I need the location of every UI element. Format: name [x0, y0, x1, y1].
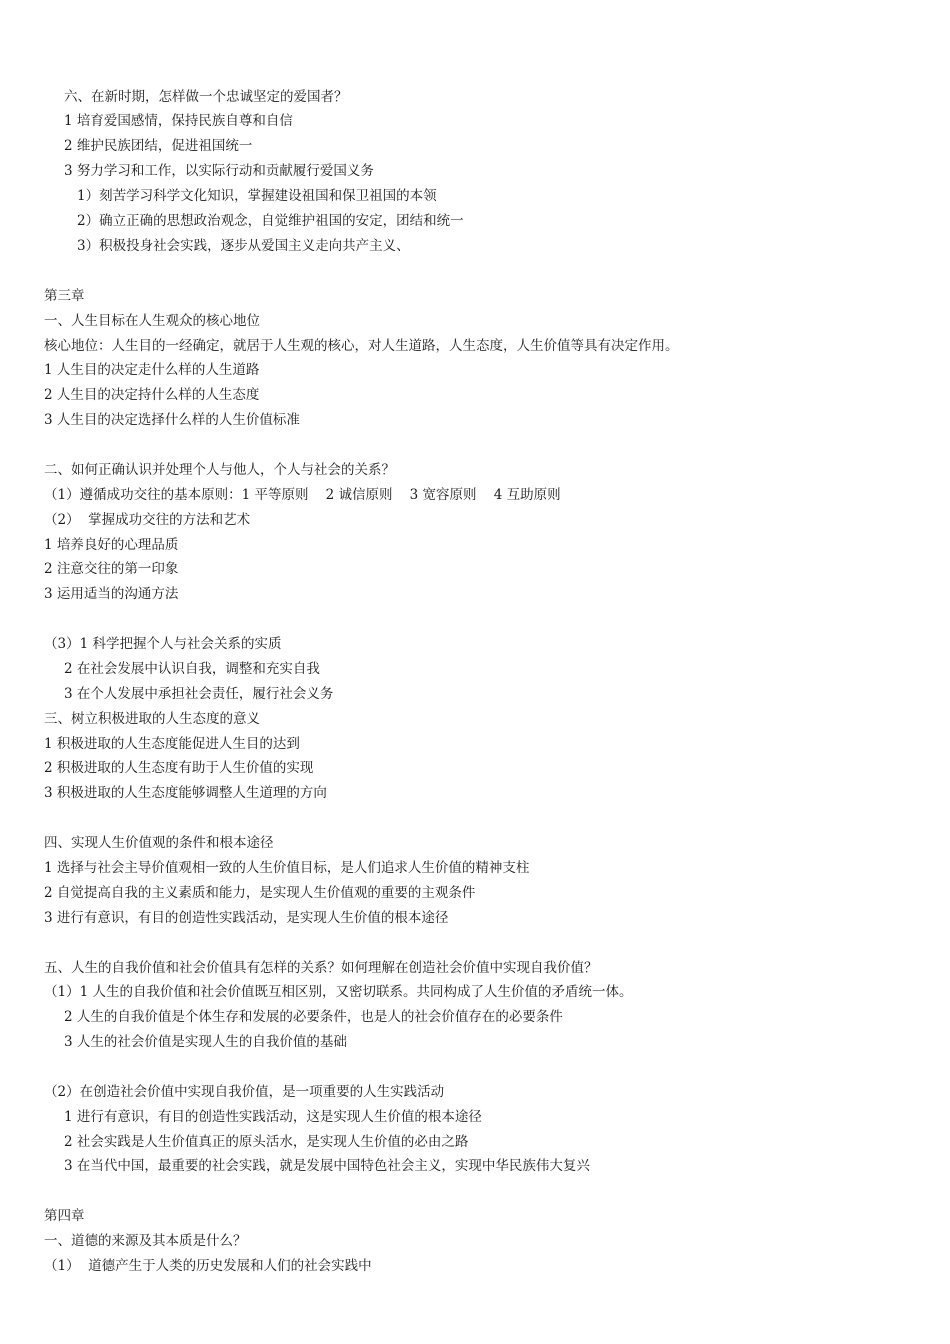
section-heading: 一、道德的来源及其本质是什么？: [44, 1233, 247, 1249]
text-line: 1 进行有意识，有目的创造性实践活动，这是实现人生价值的根本途径: [64, 1109, 482, 1125]
text-line: 3 运用适当的沟通方法: [44, 586, 179, 602]
text-line: 1）刻苦学习科学文化知识，掌握建设祖国和保卫祖国的本领: [77, 188, 437, 204]
text-line: 3 积极进取的人生态度能够调整人生道理的方向: [44, 785, 327, 801]
text-line: （1）1 人生的自我价值和社会价值既互相区别，又密切联系。共同构成了人生价值的矛盾统一体。: [44, 984, 633, 1000]
section-heading: 三、树立积极进取的人生态度的意义: [44, 711, 260, 727]
text-line: 2 自觉提高自我的主义素质和能力，是实现人生价值观的重要的主观条件: [44, 885, 476, 901]
text-line: 3 人生的社会价值是实现人生的自我价值的基础: [64, 1034, 347, 1050]
text-line: 2 社会实践是人生价值真正的原头活水，是实现人生价值的必由之路: [64, 1134, 469, 1150]
text-line: 2 积极进取的人生态度有助于人生价值的实现: [44, 760, 314, 776]
section-heading: 四、实现人生价值观的条件和根本途径: [44, 835, 274, 851]
chapter-heading: 第四章: [44, 1208, 85, 1224]
text-line: 1 选择与社会主导价值观相一致的人生价值目标，是人们追求人生价值的精神支柱: [44, 860, 530, 876]
heading-patriot-question: 六、在新时期，怎样做一个忠诚坚定的爱国者？: [64, 89, 348, 105]
chapter-heading: 第三章: [44, 288, 85, 304]
text-line: 1 积极进取的人生态度能促进人生目的达到: [44, 736, 300, 752]
text-line: 2 人生的自我价值是个体生存和发展的必要条件，也是人的社会价值存在的必要条件: [64, 1009, 563, 1025]
text-line: （2）在创造社会价值中实现自我价值，是一项重要的人生实践活动: [44, 1084, 445, 1100]
section-heading: 五、人生的自我价值和社会价值具有怎样的关系？如何理解在创造社会价值中实现自我价值？: [44, 960, 598, 976]
text-line: 1 培养良好的心理品质: [44, 537, 179, 553]
section-heading: 二、如何正确认识并处理个人与他人，个人与社会的关系？: [44, 462, 395, 478]
text-line: 2）确立正确的思想政治观念，自觉维护祖国的安定，团结和统一: [77, 213, 464, 229]
text-line: 3 人生目的决定选择什么样的人生价值标准: [44, 412, 300, 428]
text-line: 1 培育爱国感情，保持民族自尊和自信: [64, 113, 293, 129]
text-line: 3 努力学习和工作，以实际行动和贡献履行爱国义务: [64, 163, 374, 179]
text-line: 2 维护民族团结，促进祖国统一: [64, 138, 253, 154]
text-line: （3）1 科学把握个人与社会关系的实质: [44, 636, 282, 652]
text-line: 1 人生目的决定走什么样的人生道路: [44, 362, 260, 378]
text-line: 3）积极投身社会实践，逐步从爱国主义走向共产主义、: [77, 238, 410, 254]
text-line: 2 注意交往的第一印象: [44, 561, 179, 577]
text-line: （2） 掌握成功交往的方法和艺术: [44, 512, 251, 528]
text-line: 核心地位：人生目的一经确定，就居于人生观的核心，对人生道路，人生态度，人生价值等具有决定作用。: [44, 338, 679, 354]
text-line: （1）遵循成功交往的基本原则：1 平等原则 2 诚信原则 3 宽容原则 4 互助原则: [44, 487, 561, 503]
text-line: 3 在当代中国，最重要的社会实践，就是发展中国特色社会主义，实现中华民族伟大复兴: [64, 1158, 590, 1174]
text-line: 2 人生目的决定持什么样的人生态度: [44, 387, 260, 403]
text-line: 3 在个人发展中承担社会责任，履行社会义务: [64, 686, 334, 702]
text-line: 2 在社会发展中认识自我，调整和充实自我: [64, 661, 320, 677]
text-line: 3 进行有意识，有目的创造性实践活动，是实现人生价值的根本途径: [44, 910, 449, 926]
section-heading: 一、人生目标在人生观众的核心地位: [44, 313, 260, 329]
text-line: （1） 道德产生于人类的历史发展和人们的社会实践中: [44, 1258, 372, 1274]
